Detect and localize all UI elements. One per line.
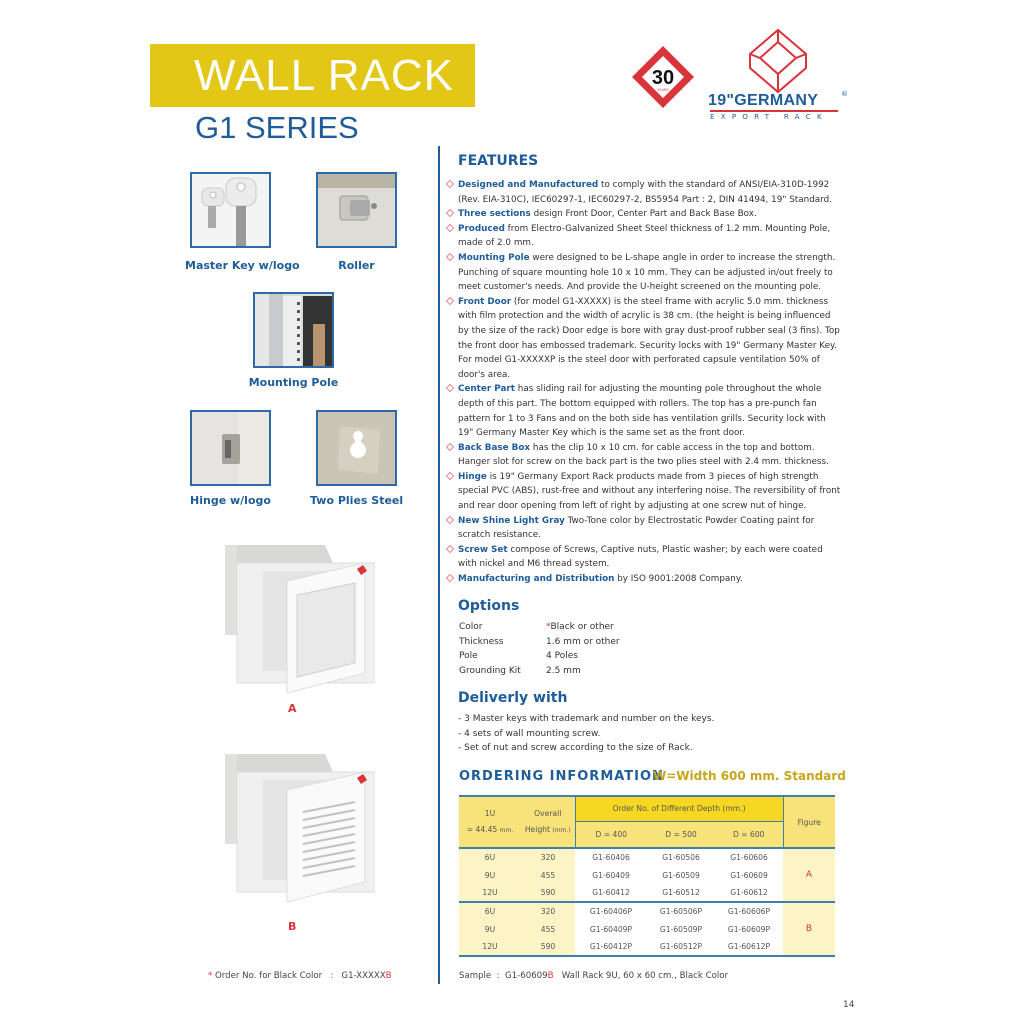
part-label-hinge: Hinge w/logo [190,494,271,507]
header-order-group: Order No. of Different Depth (mm.) [575,796,783,821]
features-list [446,178,841,587]
header-figure: Figure [783,796,835,848]
table-row: 9U 455 G1-60409 G1-60509 G1-60609 [459,866,835,884]
page-title: WALL RACK [194,51,455,100]
diamond-bullet-icon [446,472,454,480]
figure-cell-b: B [783,902,835,956]
diamond-bullet-icon [446,574,454,582]
feature-item: Back Base Box has the clip 10 x 10 cm. for cable access in the top and bottom. Hanger slot for screw on the back part is the two plies steel with 2.4 mm. thickness. [446,441,841,470]
delivery-item: - Set of nut and screw according to the size of Rack. [458,743,693,754]
option-row: Grounding Kit 2.5 mm [459,665,581,676]
sample-note: Sample : G1-60609B Wall Rack 9U, 60 x 60 cm., Black Color [459,971,729,981]
diamond-bullet-icon [446,515,454,523]
delivery-title: Deliverly with [458,690,568,706]
30-years-badge-icon [630,44,696,110]
figure-label-a: A [288,702,297,715]
option-row: Thickness 1.6 mm or other [459,636,620,647]
option-row: Color *Black or other [459,622,614,632]
ordering-standard: W=Width 600 mm. Standard [653,769,846,783]
part-label-mounting-pole: Mounting Pole [248,376,339,389]
feature-item: Hinge is 19" Germany Export Rack products made from 3 pieces of high strength special PVC (ABS), rust-free and without any interfering noise. The reversibility of front and rear door opening from left of right by adjusting at one screw nut of hinge. [446,470,841,514]
diamond-bullet-icon [446,209,454,217]
header-depth-500: D = 500 [647,821,715,848]
feature-item: Manufacturing and Distribution by ISO 9001:2008 Company. [446,572,841,587]
part-label-two-plies-steel: Two Plies Steel [310,494,404,507]
header-depth-600: D = 600 [715,821,783,848]
feature-item: Front Door (for model G1-XXXXX) is the steel frame with acrylic 5.0 mm. thickness with film protection and the width of acrylic is 38 cm. (the height is being influenced by the size of the rack) Door edge is bore with gray dust-proof rubber seal (3 fins). Top the front door has embossed trademark. Security locks with 19" Germany Master Key. For model G1-XXXXXP is the steel door with perforated capsule ventilation 50% of door's area. [446,295,841,383]
svg-text:30: 30 [651,67,675,89]
diamond-bullet-icon [446,545,454,553]
title-band [150,44,475,107]
ordering-table [459,795,835,957]
rack-figure-b-image [205,752,375,912]
feature-item: Designed and Manufactured to comply with the standard of ANSI/EIA-310D-1992 (Rev. EIA-310C), IEC60297-1, IEC60297-2, BS5954 Part : 2, DIN 41494, 19" Standard. [446,178,841,207]
table-row: 6U 320 G1-60406 G1-60506 G1-60606 A [459,848,835,866]
table-row: 12U 590 G1-60412 G1-60512 G1-60612 [459,884,835,902]
page-number: 14 [843,1000,855,1010]
feature-item: Three sections design Front Door, Center Part and Back Base Box. [446,207,841,222]
feature-item: New Shine Light Gray Two-Tone color by Electrostatic Powder Coating paint for scratch resistance. [446,514,841,543]
delivery-item: - 4 sets of wall mounting screw. [458,728,601,739]
options-title: Options [458,598,520,614]
figure-label-b: B [288,920,297,933]
cube-logo-icon [748,28,808,94]
diamond-bullet-icon [446,180,454,188]
roller-image [316,172,397,248]
registered-mark: ® [841,90,848,98]
delivery-list [458,712,714,756]
series-title: G1 SERIES [195,110,359,145]
header-height: Overall Height (mm.) [521,796,575,848]
feature-item: Center Part has sliding rail for adjusting the mounting pole throughout the whole depth of this part. The bottom equipped with rollers. The top has a pre-punch fan pattern for 1 to 3 Fans and on the both side has ventilation grills. Security lock with 19" Germany Master Key which is the same set as the front door. [446,382,841,440]
table-row: 9U 455 G1-60409P G1-60509P G1-60609P [459,920,835,938]
hinge-image [190,410,271,486]
header-u: 1U = 44.45 mm. [459,796,521,848]
delivery-item: - 3 Master keys with trademark and number on the keys. [458,714,715,724]
brand-name: 19"GERMANY [708,92,819,109]
column-divider [438,146,440,984]
mounting-pole-image [253,292,334,368]
part-label-roller: Roller [338,259,375,272]
option-row: Pole 4 Poles [459,651,578,662]
options-list [459,620,620,678]
diamond-bullet-icon [446,442,454,450]
feature-item: Produced from Electro-Galvanized Sheet Steel thickness of 1.2 mm. Mounting Pole, made of 2.0 mm. [446,222,841,251]
two-plies-steel-image [316,410,397,486]
table-row: 6U 320 G1-60406P G1-60506P G1-60606P B [459,902,835,920]
table-row: 12U 590 G1-60412P G1-60512P G1-60612P [459,938,835,956]
diamond-bullet-icon [446,297,454,305]
svg-text:YEARS: YEARS [657,88,669,92]
feature-item: Mounting Pole were designed to be L-shape angle in order to increase the strength. Punching of square mounting hole 10 x 10 mm. They can be adjusted in/out freely to meet customer's needs. And provide the U-height screened on the mounting pole. [446,251,841,295]
black-color-note: * Order No. for Black Color : G1-XXXXXB [208,971,392,981]
brand-tagline: EXPORT RACK [710,113,828,121]
brand-logo [708,28,848,126]
diamond-bullet-icon [446,384,454,392]
part-label-master-key: Master Key w/logo [185,259,300,272]
features-title: FEATURES [458,153,539,169]
header-depth-400: D = 400 [575,821,647,848]
figure-cell-a: A [783,848,835,902]
feature-item: Screw Set compose of Screws, Captive nuts, Plastic washer; by each were coated with nickel and M6 thread system. [446,543,841,572]
diamond-bullet-icon [446,224,454,232]
rack-figure-a-image [205,543,375,703]
master-key-image [190,172,271,248]
ordering-title: ORDERING INFORMATION [459,769,664,784]
diamond-bullet-icon [446,253,454,261]
